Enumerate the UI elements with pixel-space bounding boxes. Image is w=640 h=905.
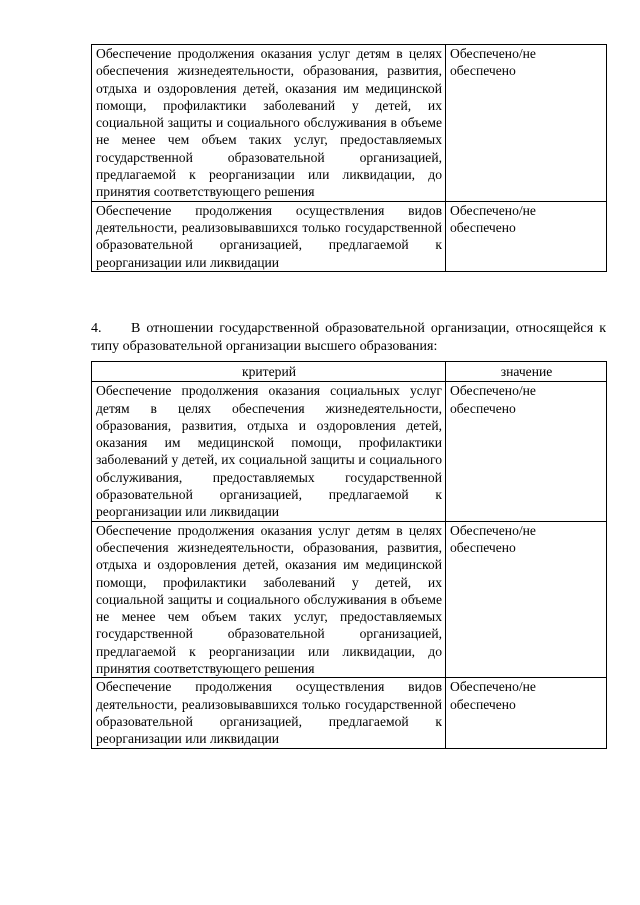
criterion-cell: Обеспечение продолжения оказания социальных услуг детям в целях обеспечения жизнедеятельности, образования, развития, отдыха и оздоровления детей, оказания им медицинской помощи, профилактики заболеваний у детей, их социальной защиты и социального обслуживания, предоставляемых государственной образовательной организацией, предлагаемой к реорганизации или ликвидации <box>92 382 446 521</box>
criteria-table-continued <box>91 44 607 272</box>
table-row <box>92 521 607 678</box>
criterion-cell: Обеспечение продолжения оказания услуг детям в целях обеспечения жизнедеятельности, образования, развития, отдыха и оздоровления детей, оказания им медицинской помощи, профилактики заболеваний у детей, их социальной защиты и социального обслуживания в объеме не менее чем объем таких услуг, предоставляемых государственной образовательной организацией, предлагаемой к реорганизации или ликвидации, до принятия соответствующего решения <box>92 45 446 202</box>
value-cell: Обеспечено/не обеспечено <box>446 45 607 202</box>
table-row <box>92 45 607 202</box>
criteria-table-higher-education <box>91 361 607 749</box>
table-header-row <box>92 362 607 382</box>
table-row <box>92 678 607 748</box>
value-cell: Обеспечено/не обеспечено <box>446 201 607 271</box>
table-row <box>92 201 607 271</box>
section-number: 4. <box>91 321 102 336</box>
criterion-cell: Обеспечение продолжения осуществления видов деятельности, реализовывавшихся только государственной образовательной организацией, предлагаемой к реорганизации или ликвидации <box>92 201 446 271</box>
criterion-cell: Обеспечение продолжения оказания услуг детям в целях обеспечения жизнедеятельности, образования, развития, отдыха и оздоровления детей, оказания им медицинской помощи, профилактики заболеваний у детей, их социальной защиты и социального обслуживания в объеме не менее чем объем таких услуг, предоставляемых государственной образовательной организацией, предлагаемой к реорганизации или ликвидации, до принятия соответствующего решения <box>92 521 446 678</box>
criterion-cell: Обеспечение продолжения осуществления видов деятельности, реализовывавшихся только государственной образовательной организацией, предлагаемой к реорганизации или ликвидации <box>92 678 446 748</box>
column-header-criterion: критерий <box>92 362 446 382</box>
value-cell: Обеспечено/не обеспечено <box>446 678 607 748</box>
value-cell: Обеспечено/не обеспечено <box>446 382 607 521</box>
section-text: В отношении государственной образовательной организации, относящейся к типу образовательной организации высшего образования: <box>91 321 606 354</box>
table-row <box>92 382 607 521</box>
section-heading <box>91 320 606 356</box>
column-header-value: значение <box>446 362 607 382</box>
value-cell: Обеспечено/не обеспечено <box>446 521 607 678</box>
